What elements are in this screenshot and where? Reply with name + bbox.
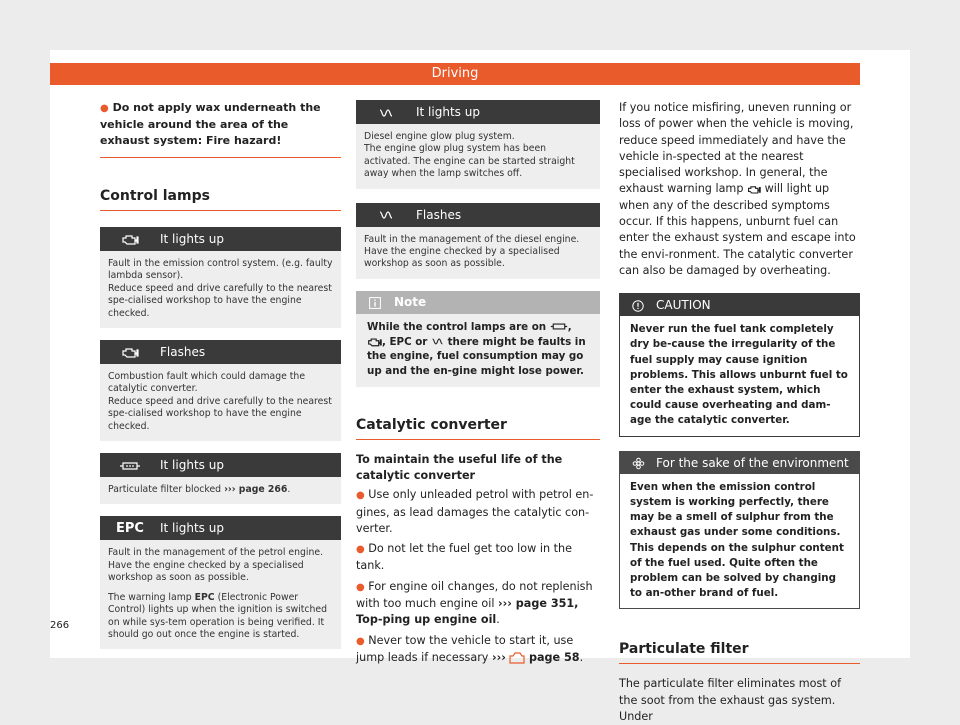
glow-plug-icon bbox=[356, 208, 416, 222]
page-number: 266 bbox=[50, 620, 70, 631]
engine-icon bbox=[747, 182, 761, 195]
flower-icon bbox=[620, 456, 656, 470]
caution-icon bbox=[620, 298, 656, 312]
column-2 bbox=[356, 100, 600, 666]
catalytic-text: To maintain the useful life of the catalytic converter ● Use only unleaded petrol with petrol en-gines, as lead damages the catalytic con-verter. ● Do not let the fuel get too low in the tank. ● For engine oil changes, do not replenish with too much engine oil ››› page 351, Top-ping up engine oil. ● Never tow the vehicle to start it, use jump leads if necessary ››› page 58. bbox=[356, 452, 594, 664]
page-link[interactable]: page 58 bbox=[528, 650, 580, 664]
bullet-icon: ● bbox=[100, 103, 109, 114]
lamp-engine-lights-up: It lights up Fault in the emission control system. (e.g. faulty lambda sensor). Reduce speed and drive carefully to the nearest spe-cialised workshop to have the engine checked. bbox=[100, 227, 341, 328]
bullet-icon: ● bbox=[356, 635, 365, 647]
caution-box: CAUTION Never run the fuel tank completely dry be-cause the irregularity of the fuel supply may cause ignition problems. This allows unburnt fuel to enter the exhaust system, which could cause overheating and dam-age the catalytic converter. bbox=[619, 293, 860, 436]
epc-icon: EPC bbox=[116, 520, 144, 536]
engine-icon bbox=[100, 345, 160, 359]
misfire-paragraph: If you notice misfiring, uneven running or loss of power when the vehicle is moving, reduce speed immediately and have the vehicle in-spected at the nearest specialised workshop. In general, the exhaust warning lamp will light up when any of the described symptoms occur. If this happens, unburnt fuel can enter the exhaust system and escape into the envi-ronment. The catalytic converter can also be damaged by overheating. bbox=[619, 101, 856, 277]
bullet-icon: ● bbox=[356, 544, 365, 556]
jump-start-icon bbox=[509, 651, 525, 664]
glow-plug-icon bbox=[356, 105, 416, 119]
particulate-paragraph: The particulate filter eliminates most of the soot from the exhaust gas system. Under bbox=[619, 677, 842, 723]
page-header: Driving bbox=[50, 63, 860, 85]
epc-icon: EPC bbox=[389, 335, 412, 348]
epc-icon: EPC bbox=[194, 591, 215, 603]
page-link[interactable]: ››› page 351, Top-ping up engine oil bbox=[356, 597, 579, 627]
page-link[interactable]: ››› page 266 bbox=[224, 484, 288, 496]
engine-icon bbox=[100, 232, 160, 246]
environment-box: For the sake of the environment Even when the emission control system is working perfectly, there may be a smell of sulphur from the exhaust gas under some conditions. This depends on the sulphur content of the fuel used. Quite often the problem can be solved by changing to an-other brand of fuel. bbox=[619, 451, 860, 610]
column-1 bbox=[100, 100, 341, 661]
lamp-glow-plug-lights-up: It lights up Diesel engine glow plug system. The engine glow plug system has been activated. The engine can be started straight away when the lamp switches off. bbox=[356, 100, 600, 189]
column-3 bbox=[619, 100, 860, 725]
section-title-control-lamps: Control lamps bbox=[100, 188, 341, 211]
lamp-glow-plug-flashes: Flashes Fault in the management of the diesel engine. Have the engine checked by a specialised workshop as soon as possible. bbox=[356, 203, 600, 279]
note-box: Note While the control lamps are on , , EPC or there might be faults in the engine, fuel consumption may go up and the en-gine might lose power. bbox=[356, 291, 600, 387]
lamp-particulate-filter: It lights up Particulate filter blocked ››› page 266. bbox=[100, 453, 341, 504]
lamp-engine-flashes: Flashes Combustion fault which could damage the catalytic converter. Reduce speed and drive carefully to the nearest spe-cialised workshop to have the engine checked. bbox=[100, 340, 341, 441]
section-title-catalytic-converter: Catalytic converter bbox=[356, 417, 600, 440]
particulate-filter-icon bbox=[100, 458, 160, 472]
particulate-filter-icon bbox=[550, 321, 568, 333]
bullet-icon: ● bbox=[356, 581, 365, 593]
engine-icon bbox=[367, 336, 382, 348]
section-title-particulate-filter: Particulate filter bbox=[619, 641, 860, 664]
fire-warning: ● Do not apply wax underneath the vehicle around the area of the exhaust system: Fire hazard! bbox=[100, 100, 341, 158]
info-icon bbox=[356, 295, 394, 309]
glow-plug-icon bbox=[431, 336, 444, 348]
lamp-epc: EPC It lights up Fault in the management of the petrol engine. Have the engine checked by a specialised workshop as soon as possible. The warning lamp EPC (Electronic Power Control) lights up when the ignition is switched on while sys-tem operation is being verified. It should go out once the engine is started. bbox=[100, 516, 341, 649]
bullet-icon: ● bbox=[356, 490, 365, 502]
